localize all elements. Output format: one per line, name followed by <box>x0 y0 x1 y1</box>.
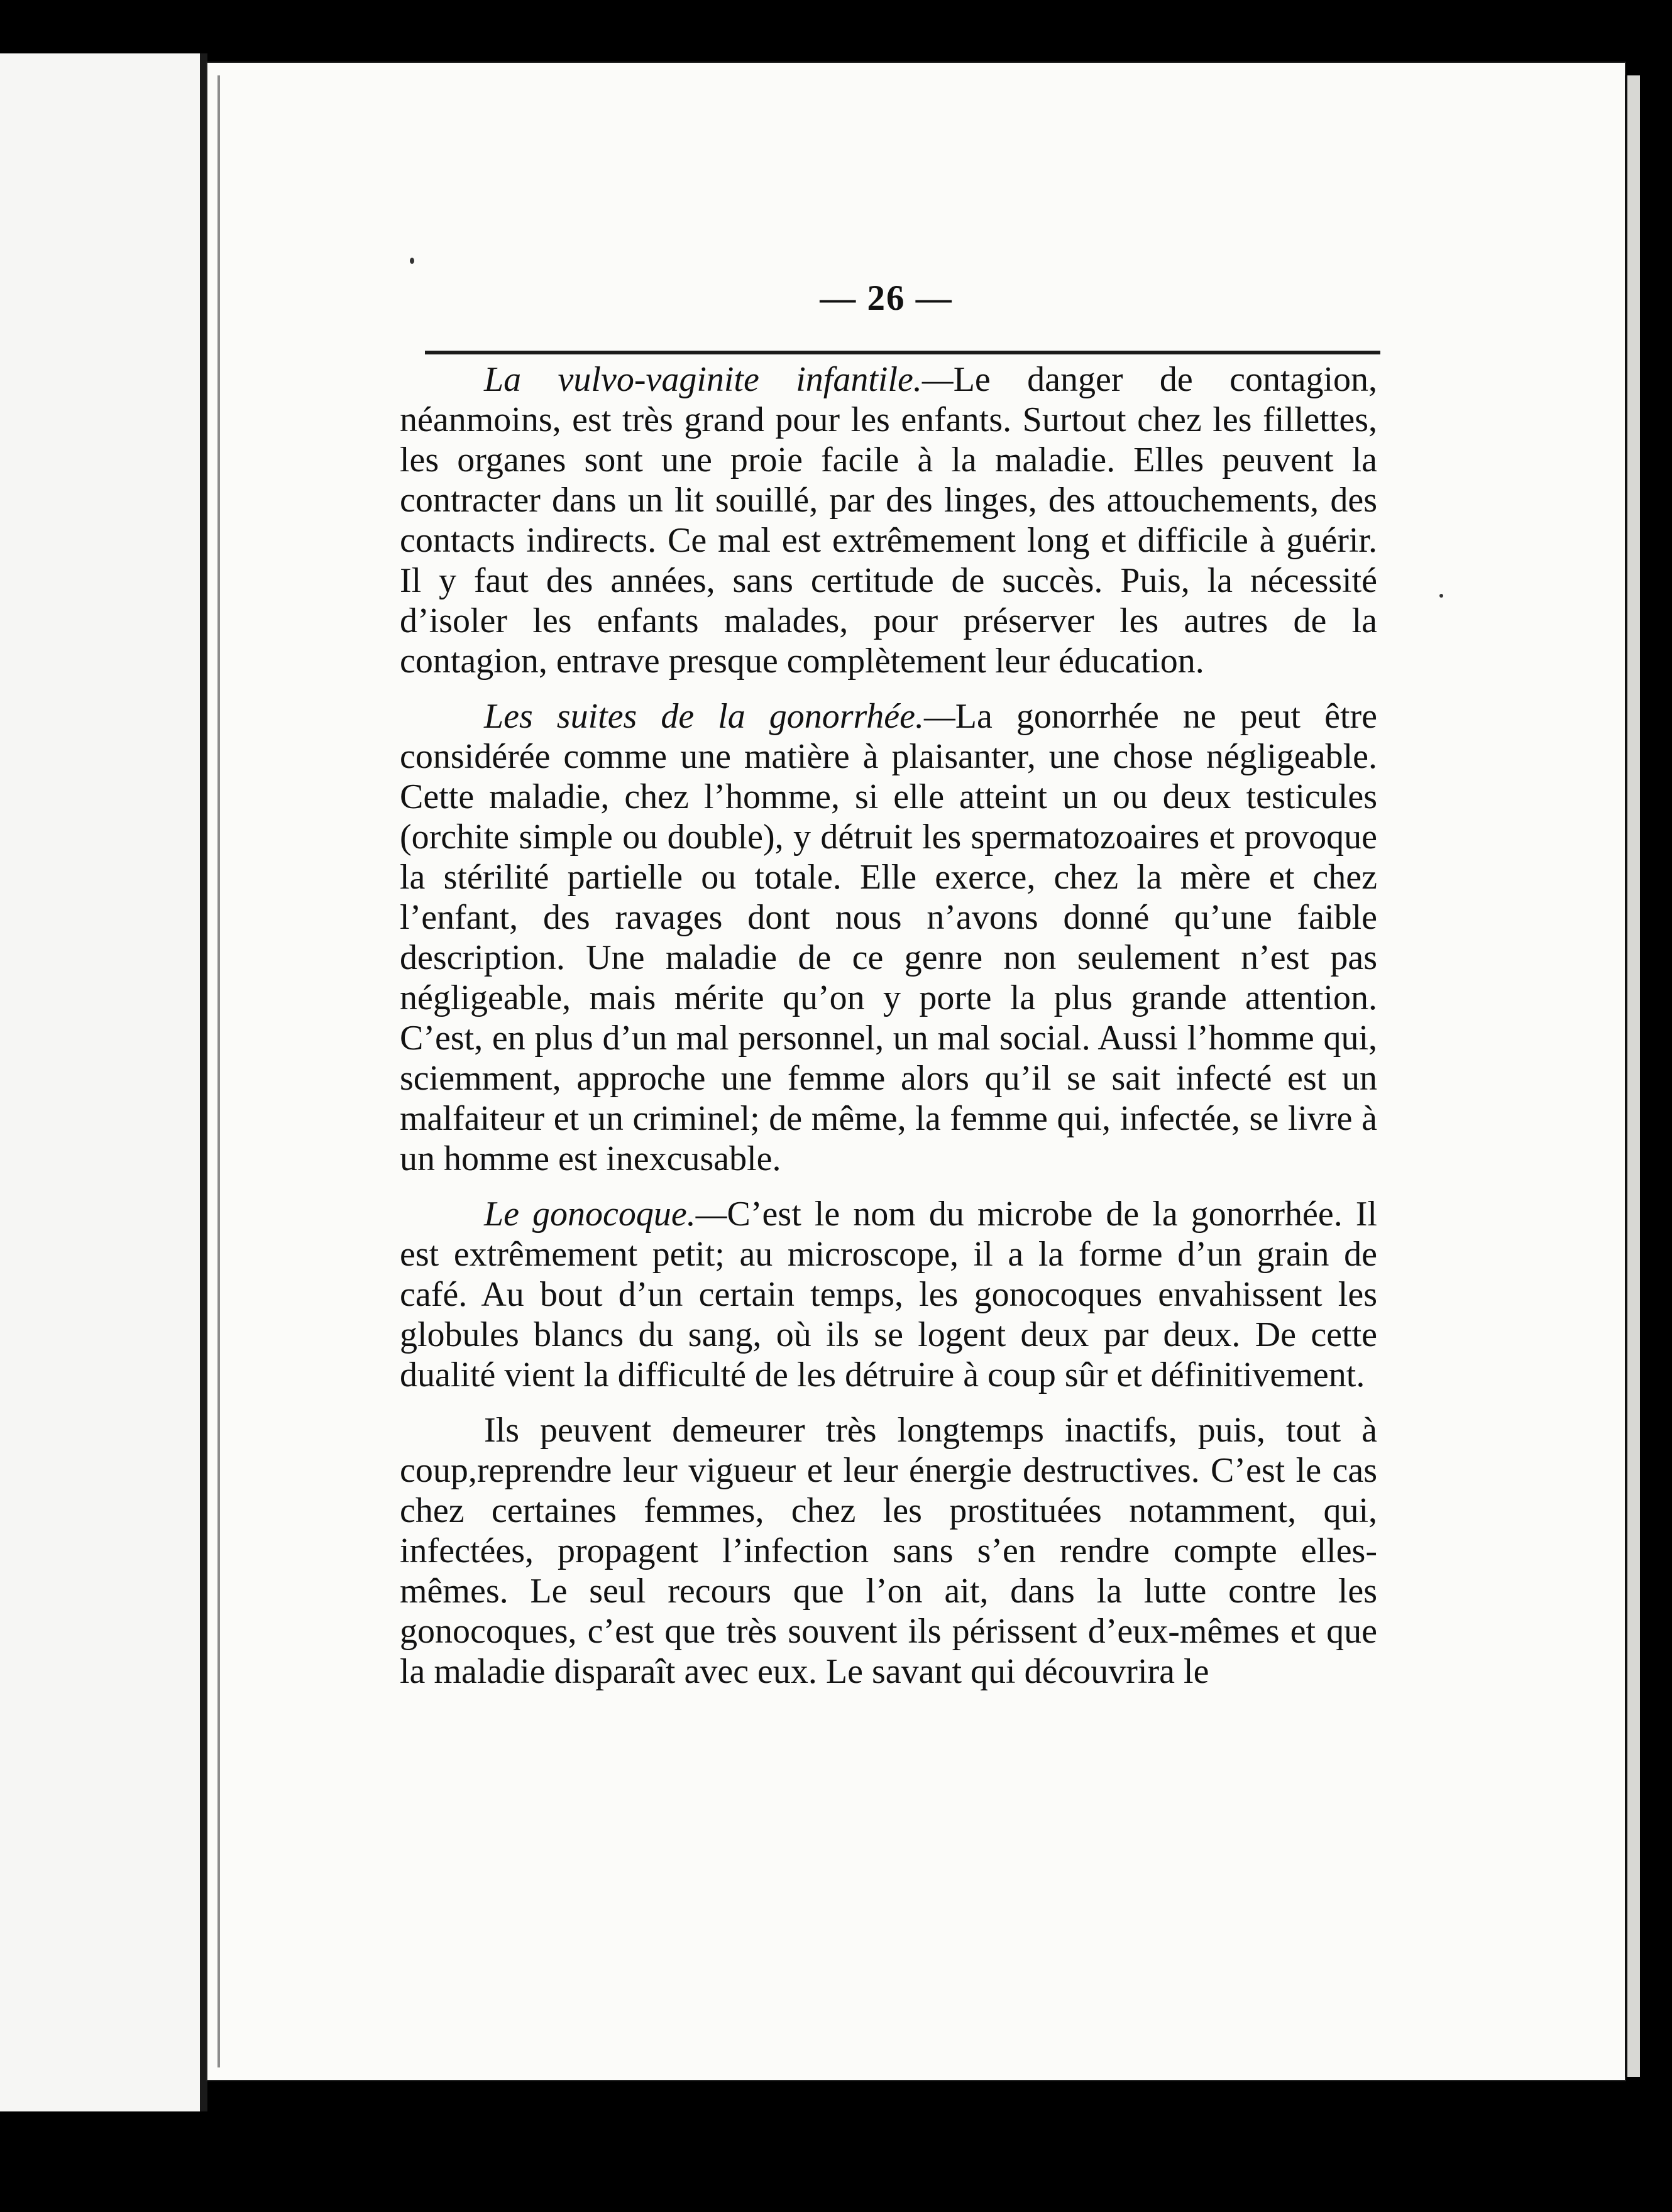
paragraph-vulvo-vaginite <box>400 359 1377 681</box>
header-rule <box>425 351 1380 354</box>
paragraph-body: Ils peuvent demeurer très longtemps inactifs, puis, tout à coup,reprendre leur vigueur et leur énergie destructives. C’est le cas chez certaines femmes, chez les prostituées notamment, qui, infectées, propagent l’infection sans s’en rendre compte elles-mêmes. Le seul recours que l’on ait, dans la lutte contre les gonocoques, c’est que très souvent ils périssent d’eux-mêmes et que la maladie disparaît avec eux. Le savant qui découvrira le <box>400 1411 1377 1691</box>
paragraph-body: C’est le nom du microbe de la gonorrhée. Il est extrêmement petit; au microscope, il a la forme d’un grain de café. Au bout d’un certain temps, les gonocoques envahissent les globules blancs du sang, où ils se logent deux par deux. De cette dualité vient la difficulté de les détruire à coup sûr et définitivement. <box>400 1195 1377 1394</box>
body-text <box>400 359 1377 1692</box>
paragraph-title: Les suites de la gonorrhée.— <box>484 697 955 736</box>
scan-speck <box>410 258 414 264</box>
paragraph-body: La gonorrhée ne peut être considérée comme une matière à plaisanter, une chose négligeable. Cette maladie, chez l’homme, si elle atteint un ou deux testicules (orchite simple ou double), y détruit les spermatozoaires et provoque la stérilité partielle ou totale. Elle exerce, chez la mère et chez l’enfant, des ravages dont nous n’avons donné qu’une faible description. Une maladie de ce genre non seulement n’est pas négligeable, mais mérite qu’on y porte la plus grande attention. C’est, en plus d’un mal personnel, un mal social. Aussi l’homme qui, sciemment, approche une femme alors qu’il se sait infecté est un malfaiteur et un criminel; de même, la femme qui, infectée, se livre à un homme est inexcusable. <box>400 697 1377 1178</box>
paragraph-title: Le gonocoque.— <box>484 1195 727 1234</box>
paragraph-inactifs <box>400 1410 1377 1692</box>
page-edge <box>1625 75 1640 2077</box>
binding-line <box>217 75 220 2067</box>
page-number: — 26 — <box>820 278 953 318</box>
paragraph-suites-gonorrhee <box>400 696 1377 1179</box>
page-gutter <box>200 53 207 2111</box>
scan-speck <box>1439 594 1443 598</box>
paragraph-body: Le danger de contagion, néanmoins, est très grand pour les enfants. Surtout chez les fillettes, les organes sont une proie facile à la maladie. Elles peuvent la contracter dans un lit souillé, par des linges, des attouchements, des contacts indirects. Ce mal est extrêmement long et difficile à guérir. Il y faut des années, sans certitude de succès. Puis, la nécessité d’isoler les enfants malades, pour préserver les autres de la contagion, entrave presque complètement leur éducation. <box>400 360 1378 681</box>
facing-page <box>0 53 200 2111</box>
paragraph-title: La vulvo-vaginite infantile.— <box>484 360 954 399</box>
paragraph-gonocoque <box>400 1194 1377 1395</box>
